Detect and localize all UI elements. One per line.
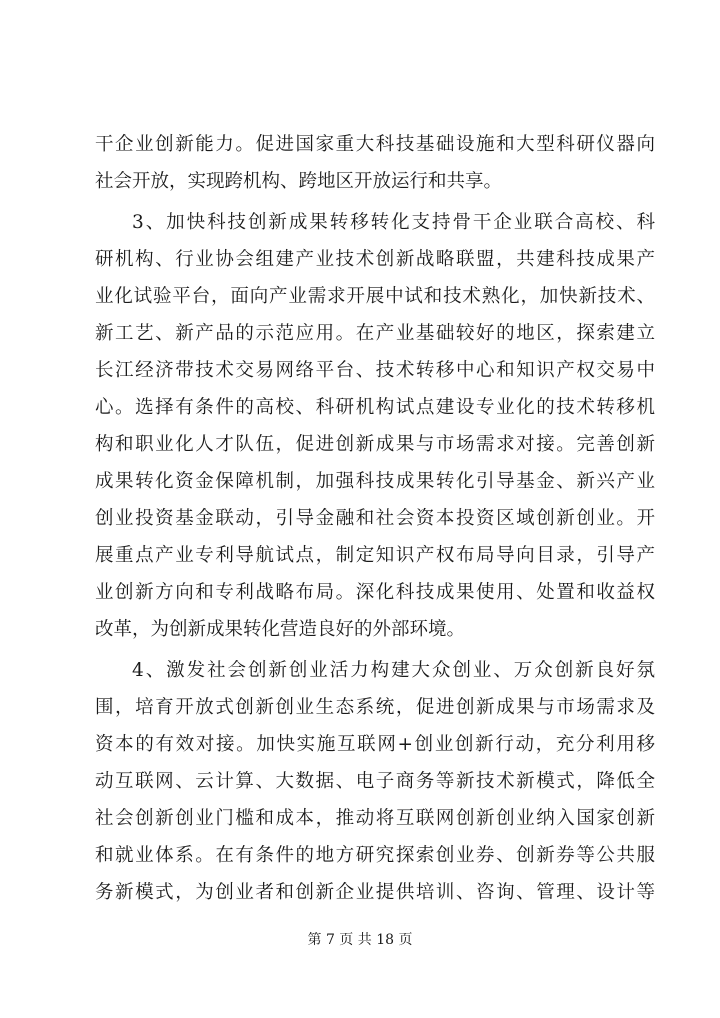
text-line: 务新模式，为创业者和创新企业提供培训、咨询、管理、设计等 <box>95 882 655 903</box>
text-line: 围，培育开放式创新创业生态系统，促进创新成果与市场需求及 <box>95 697 655 718</box>
text-line: 社会创新创业门槛和成本，推动将互联网创新创业纳入国家创新 <box>95 808 655 829</box>
text-line: 3、加快科技创新成果转移转化支持骨干企业联合高校、科 <box>132 212 655 233</box>
text-line: 业创新方向和专利战略布局。深化科技成果使用、处置和收益权 <box>95 582 655 603</box>
text-line: 和就业体系。在有条件的地方研究探索创业券、创新券等公共服 <box>95 845 655 866</box>
text-line: 干企业创新能力。促进国家重大科技基础设施和大型科研仪器向 <box>95 134 655 155</box>
text-line: 长江经济带技术交易网络平台、技术转移中心和知识产权交易中 <box>95 360 655 381</box>
text-line: 构和职业化人才队伍，促进创新成果与市场需求对接。完善创新 <box>95 434 655 455</box>
text-line: 资本的有效对接。加快实施互联网+创业创新行动，充分利用移 <box>95 734 655 755</box>
text-line: 心。选择有条件的高校、科研机构试点建设专业化的技术转移机 <box>95 397 655 418</box>
text-line: 成果转化资金保障机制，加强科技成果转化引导基金、新兴产业 <box>95 471 655 492</box>
page-number: 第 7 页 共 18 页 <box>307 932 413 948</box>
text-line: 创业投资基金联动，引导金融和社会资本投资区域创新创业。开 <box>95 508 655 529</box>
text-line: 新工艺、新产品的示范应用。在产业基础较好的地区，探索建立 <box>95 323 655 344</box>
text-line: 展重点产业专利导航试点，制定知识产权布局导向目录，引导产 <box>95 545 655 566</box>
text-line: 动互联网、云计算、大数据、电子商务等新技术新模式，降低全 <box>95 771 655 792</box>
text-line: 社会开放，实现跨机构、跨地区开放运行和共享。 <box>95 171 503 192</box>
text-line: 业化试验平台，面向产业需求开展中试和技术熟化，加快新技术、 <box>95 286 655 307</box>
text-line: 研机构、行业协会组建产业技术创新战略联盟，共建科技成果产 <box>95 249 655 270</box>
text-line: 改革，为创新成果转化营造良好的外部环境。 <box>95 619 466 640</box>
text-line: 4、激发社会创新创业活力构建大众创业、万众创新良好氛 <box>132 660 655 681</box>
